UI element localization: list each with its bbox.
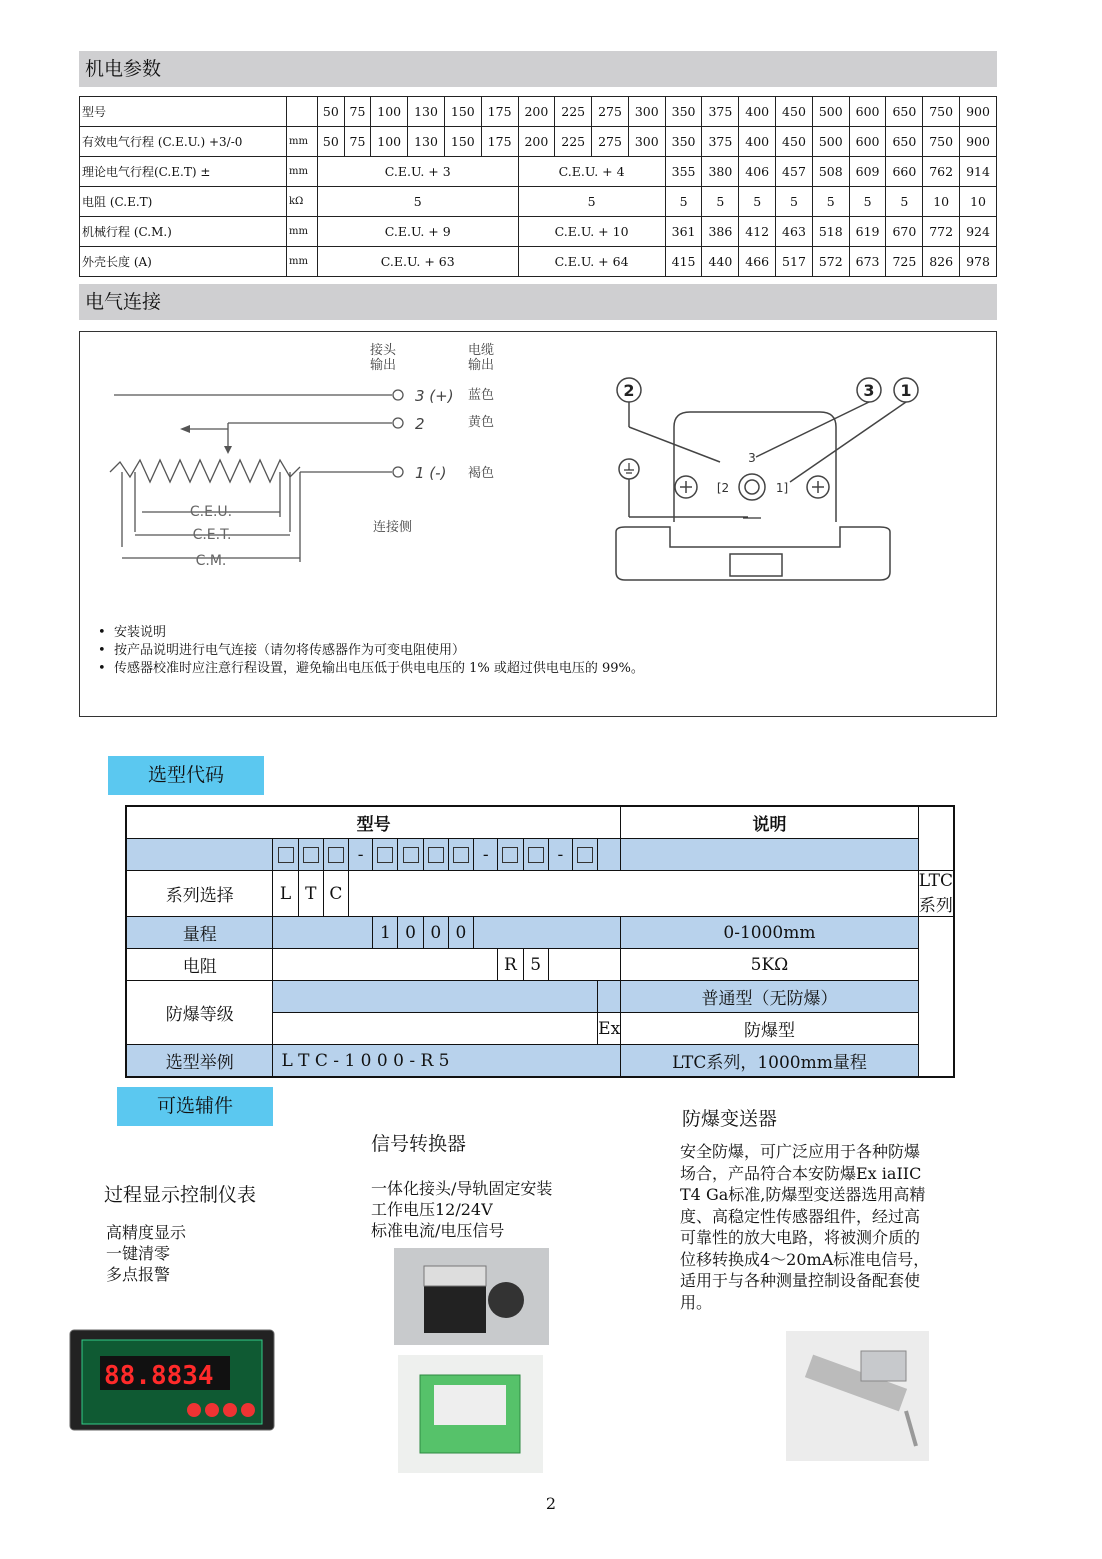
- acc1-features: 高精度显示 一键清零 多点报警: [106, 1223, 187, 1284]
- list-item: • 安装说明: [98, 625, 166, 640]
- color-brown: 褐色: [468, 466, 495, 481]
- spec-table: [79, 96, 997, 277]
- pin1-label: 1 (-): [415, 464, 447, 482]
- acc1-title: 过程显示控制仪表: [104, 1184, 257, 1206]
- selection-table: [125, 805, 955, 1078]
- install-notes: [98, 624, 644, 678]
- acc3-description: 安全防爆，可广泛应用于各种防爆场合，产品符合本安防爆Ex iaIIC T4 Ga标准,防爆型变送器选用高精度、高稳定性传感器组件，经过高可靠性的放大电路，将被测介质的位移转换成4～20mA标准电信号，适用于与各种测量控制设备配套使用。: [680, 1142, 930, 1312]
- table-row: Ex 防爆型: [126, 1013, 954, 1045]
- svg-text:输出: 输出: [370, 358, 397, 373]
- display-controller-photo: [68, 1322, 276, 1434]
- label-cable-output: 电缆: [468, 343, 495, 358]
- ceu-label: C.E.U.: [189, 504, 233, 520]
- table-row: 型号 50 75 100 130 150 175 200 225 275 300 350 375 400 450 500 600 650 750 900: [80, 97, 997, 127]
- table-row: 选型举例 L T C - 1 0 0 0 - R 5 LTC系列，1000mm量程: [126, 1045, 954, 1078]
- table-row: 防爆等级 普通型（无防爆）: [126, 981, 954, 1013]
- signal-converter-photo: [398, 1355, 543, 1473]
- section-title-wiring: 电气连接: [79, 284, 997, 320]
- table-row: 外壳长度 (A) mm C.E.U. + 63 C.E.U. + 64 415 440 466 517 572 673 725 826 978: [80, 247, 997, 277]
- list-item: • 按产品说明进行电气连接（请勿将传感器作为可变电阻使用）: [98, 643, 465, 658]
- callout-1: 1: [900, 381, 912, 400]
- table-row: - - -: [126, 839, 954, 871]
- wiring-diagram: [80, 332, 996, 622]
- section-title-params: 机电参数: [79, 51, 997, 87]
- wiring-box: [79, 331, 997, 717]
- acc2-title: 信号转换器: [371, 1133, 467, 1155]
- acc2-features: 一体化接头/导轨固定安装 工作电压12/24V 标准电流/电压信号: [371, 1179, 553, 1240]
- terminal-3-label: 3: [748, 451, 756, 465]
- pin2-label: 2: [415, 415, 425, 433]
- table-row: 机械行程 (C.M.) mm C.E.U. + 9 C.E.U. + 10 361 386 412 463 518 619 670 772 924: [80, 217, 997, 247]
- table-row: 理论电气行程(C.E.T) ± mm C.E.U. + 3 C.E.U. + 4 355 380 406 457 508 609 660 762 914: [80, 157, 997, 187]
- svg-text:输出: 输出: [468, 358, 495, 373]
- accessory-tag: 可选辅件: [117, 1087, 273, 1126]
- acc3-title: 防爆变送器: [682, 1108, 778, 1130]
- code-tag: 选型代码: [108, 756, 264, 795]
- color-blue: 蓝色: [468, 388, 495, 403]
- cet-label: C.E.T.: [192, 527, 232, 543]
- terminal-2-label: [2: [716, 481, 730, 495]
- table-row: 量程 1 0 0 0 0-1000mm: [126, 917, 954, 949]
- table-row: 电阻 R 5 5KΩ: [126, 949, 954, 981]
- label-connector-output: 接头: [370, 343, 397, 358]
- color-yellow: 黄色: [468, 415, 495, 430]
- callout-2: 2: [623, 381, 635, 400]
- pin3-label: 3 (+): [415, 387, 454, 405]
- cm-label: C.M.: [195, 553, 227, 569]
- table-row: 系列选择 L T C LTC系列: [126, 871, 954, 917]
- callout-3: 3: [863, 381, 875, 400]
- connector-photo: [394, 1248, 549, 1345]
- terminal-1-label: 1]: [775, 481, 789, 495]
- ground-icon: [624, 463, 761, 518]
- list-item: • 传感器校准时应注意行程设置，避免输出电压低于供电电压的 1% 或超过供电电压的 99%。: [98, 661, 644, 676]
- table-row: 型号 说明: [126, 806, 954, 839]
- table-row: 电阻 (C.E.T) kΩ 5 5 5 5 5 5 5 5 5 10 10: [80, 187, 997, 217]
- svg-text:88.8834: 88.8834: [104, 1361, 214, 1391]
- page-number: 2: [545, 1494, 557, 1513]
- connection-side-label: 连接侧: [373, 520, 413, 535]
- transmitter-photo: [786, 1331, 929, 1461]
- table-row: 有效电气行程 (C.E.U.) +3/-0 mm 50 75 100 130 150 175 200 225 275 300 350 375 400 450 500 600 650 750 900: [80, 127, 997, 157]
